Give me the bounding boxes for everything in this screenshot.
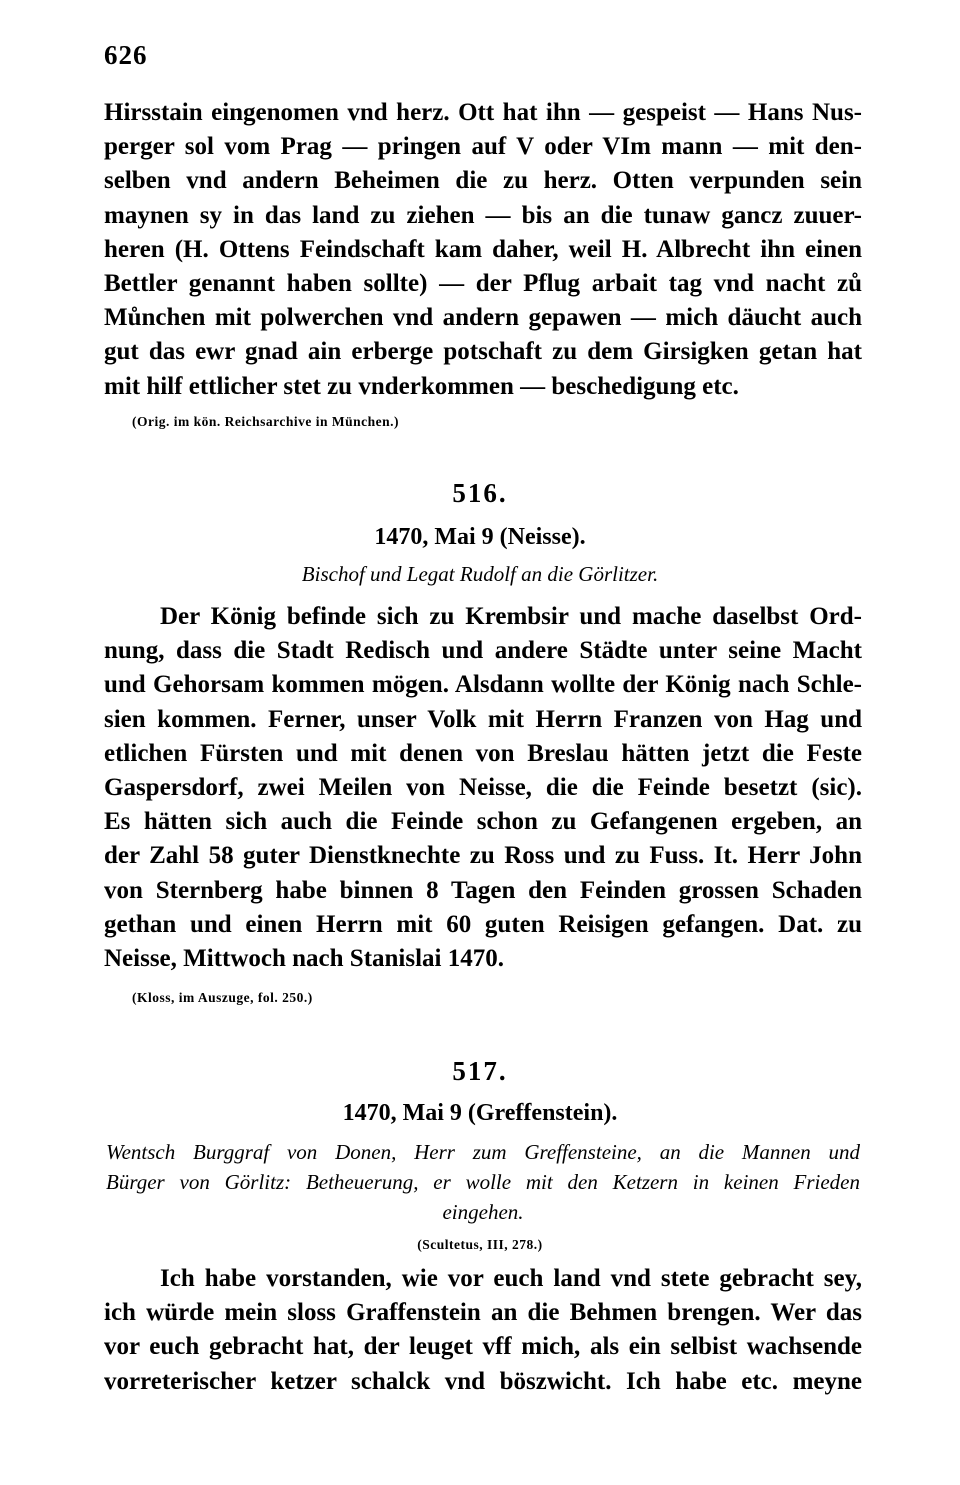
source-note: (Kloss, im Auszuge, fol. 250.) [132,990,313,1005]
document-regest: Bischof und Legat Rudolf an die Görlitzer. [301,562,659,586]
text-line: etlichen Fürsten und mit denen von Breslau hätten jetzt die Feste [104,739,862,767]
text-line: Ich habe vorstanden, wie vor euch land vnd stete gebracht sey, [160,1265,862,1292]
text-line: heren (H. Ottens Feindschaft kam daher, weil H. Albrecht ihn einen [104,235,862,263]
text-line: maynen sy in das land zu ziehen — bis an die tunaw gancz zuuer- [104,201,862,229]
text-line: der Zahl 58 guter Dienstknechte zu Ross und zu Fuss. It. Herr John [104,842,862,870]
text-line: und Gehorsam kommen mögen. Alsdann wollte der König nach Schle- [104,671,862,699]
text-line: Gaspersdorf, zwei Meilen von Neisse, die die Feinde besetzt (sic). [104,773,862,801]
text-line: sien kommen. Ferner, unser Volk mit Herrn Franzen von Hag und [104,705,862,733]
document-body [104,1262,862,1399]
document-dateline: 1470, Mai 9 (Greffenstein). [342,1100,618,1126]
document-body [104,600,862,976]
regest-line: Bürger von Görlitz: Betheuerung, er wolle mit den Ketzern in keinen Frieden [106,1170,860,1194]
text-line: gethan und einen Herrn mit 60 guten Reisigen gefangen. Dat. zu [104,910,862,938]
regest-line: eingehen. [442,1200,524,1224]
document-number: 517. [452,1056,508,1086]
text-line: vor euch gebracht hat, der leuget vff mich, als ein selbist wachsende [104,1333,862,1361]
document-regest [106,1137,860,1227]
text-line: Bettler genannt haben sollte) — der Pflug arbait tag vnd nacht zů [104,269,862,297]
regest-line: Wentsch Burggraf von Donen, Herr zum Greffensteine, an die Mannen und [106,1140,860,1164]
source-note: (Scultetus, III, 278.) [417,1237,543,1252]
text-line: nung, dass die Stadt Redisch und andere Städte unter seine Macht [104,637,862,665]
text-line: selben vnd andern Beheimen die zu herz. Otten verpunden sein [104,167,862,195]
document-number: 516. [452,478,508,508]
text-line: gut das ewr gnad ain erberge potschaft zu dem Girsigken getan hat [104,338,862,366]
source-note: (Orig. im kön. Reichsarchive in München.) [132,414,400,429]
text-line: perger sol vom Prag — pringen auf V oder VIm mann — mit den- [104,133,862,161]
page-number: 626 [104,40,148,70]
text-line: Es hätten sich auch die Feinde schon zu Gefangenen ergeben, an [104,808,862,836]
text-line: von Sternberg habe binnen 8 Tagen den Feinden grossen Schaden [104,876,862,904]
text-line: Můnchen mit polwerchen vnd andern gepawen — mich däucht auch [104,304,862,332]
continuation-text [104,96,862,404]
document-dateline: 1470, Mai 9 (Neisse). [374,524,586,550]
text-line: vorreterischer ketzer schalck vnd böszwicht. Ich habe etc. meyne [104,1367,862,1395]
text-line: mit hilf ettlicher stet zu vnderkommen — beschedigung etc. [104,372,739,400]
text-line: ich würde mein sloss Graffenstein an die Behmen brengen. Wer das [104,1299,862,1327]
text-line: Der König befinde sich zu Krembsir und mache daselbst Ord- [160,603,862,630]
text-line: Neisse, Mittwoch nach Stanislai 1470. [104,944,504,972]
text-line: Hirsstain eingenomen vnd herz. Ott hat ihn — gespeist — Hans Nus- [104,99,862,126]
